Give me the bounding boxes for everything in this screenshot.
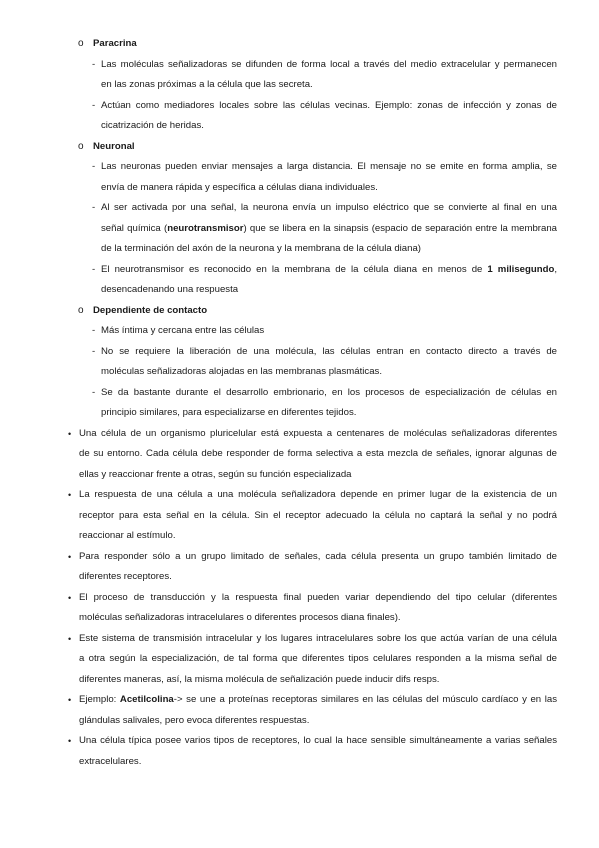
bold-term: Acetilcolina — [119, 694, 174, 705]
sub-item-line: principio similares, para especializarse en diferentes tejidos. — [101, 407, 357, 418]
bullet-line: glándulas salivales, pero evoca diferentes respuestas. — [79, 714, 310, 726]
sub-item-line: desencadenando una respuesta — [101, 284, 239, 295]
bullet-line: Una célula de un organismo pluricelular está expuesta a centenares de moléculas señalizadoras diferentes — [79, 427, 557, 439]
bullet-dot-icon: • — [68, 633, 72, 644]
dash-bullet-icon: - — [92, 386, 96, 398]
bullet-line: Ejemplo: Acetilcolina-> se une a proteínas receptoras similares en las células del músculo cardíaco y en las — [79, 694, 557, 705]
sub-item-line: moléculas señalizadoras alojadas en las membranas plasmáticas. — [101, 366, 383, 377]
sub-item-line: Las neuronas pueden enviar mensajes a larga distancia. El mensaje no se emite en forma amplia, se — [101, 161, 557, 172]
bold-term: neurotransmisor — [167, 222, 244, 234]
bullet-line: a otra según la especialización, de tal forma que diferentes tipos celulares responden a la misma señal de — [79, 653, 557, 664]
bullet-line: El proceso de transducción y la respuesta final pueden variar dependiendo del tipo celular (diferentes — [79, 591, 557, 603]
bullet-dot-icon: • — [68, 428, 72, 439]
sub-item-line: El neurotransmisor es reconocido en la membrana de la célula diana en menos de 1 milisegundo, — [101, 263, 557, 275]
bullet-line: reaccionar al estímulo. — [79, 530, 176, 541]
sub-item-line: No se requiere la liberación de una molécula, las células entran en contacto directo a través de — [101, 345, 557, 357]
dash-bullet-icon: - — [92, 263, 96, 275]
circle-bullet-icon: o — [78, 140, 84, 152]
section-heading: Neuronal — [93, 140, 135, 152]
sub-item-line: señal química (neurotransmisor) que se libera en la sinapsis (espacio de separación entre la membrana — [101, 222, 557, 234]
dash-bullet-icon: - — [92, 202, 96, 213]
bullet-line: Una célula típica posee varios tipos de receptores, lo cual la hace sensible simultáneamente a varias señales — [79, 735, 557, 746]
bullet-line: extracelulares. — [79, 755, 142, 767]
dash-bullet-icon: - — [92, 99, 96, 111]
bullet-dot-icon: • — [68, 695, 72, 705]
sub-item-line: Se da bastante durante el desarrollo embrionario, en los procesos de especialización de células en — [101, 386, 557, 398]
bullet-line: receptor para esta señal en la célula. Sin el receptor adecuado la célula no captará la señal y no podrá — [79, 509, 557, 521]
bullet-dot-icon: • — [68, 490, 72, 500]
circle-bullet-icon: o — [78, 38, 84, 49]
bullet-line: ellas y reaccionar frente a otras, según su función especializada — [79, 468, 352, 480]
bold-term: 1 milisegundo — [487, 263, 555, 275]
bullet-dot-icon: • — [68, 736, 72, 746]
bullet-line: diferentes receptores. — [79, 571, 172, 582]
sub-item-line: Las moléculas señalizadoras se difunden de forma local a través del medio extracelular y permanecen — [101, 58, 557, 70]
dash-bullet-icon: - — [92, 345, 96, 357]
bullet-dot-icon: • — [68, 592, 72, 603]
bullet-line: Para responder sólo a un grupo limitado de señales, cada célula presenta un grupo también limitado de — [79, 550, 557, 562]
dash-bullet-icon: - — [92, 325, 96, 336]
sub-item-line: en las zonas próximas a la célula que las secreta. — [101, 79, 313, 90]
sub-item-line: Al ser activada por una señal, la neurona envía un impulso eléctrico que se convierte al final en una — [101, 202, 557, 213]
dash-bullet-icon: - — [92, 161, 96, 172]
sub-item-line: de la terminación del axón de la neurona y la membrana de la célula diana) — [101, 243, 421, 254]
bullet-line: Este sistema de transmisión intracelular y los lugares intracelulares sobre los que actúa varían de una célula — [79, 632, 557, 644]
sub-item-line: Más íntima y cercana entre las células — [101, 325, 265, 336]
circle-bullet-icon: o — [78, 304, 84, 316]
dash-bullet-icon: - — [92, 58, 96, 70]
sub-item-line: Actúan como mediadores locales sobre las células vecinas. Ejemplo: zonas de infección y zonas de — [101, 99, 557, 111]
section-heading: Dependiente de contacto — [93, 304, 208, 316]
bullet-dot-icon: • — [68, 551, 72, 562]
section-heading: Paracrina — [93, 38, 137, 49]
sub-item-line: envía de manera rápida y específica a células diana individuales. — [101, 181, 378, 193]
sub-item-line: cicatrización de heridas. — [101, 120, 204, 131]
bullet-line: La respuesta de una célula a una molécula señalizadora depende en primer lugar de la existencia de un — [79, 489, 557, 500]
bullet-line: diferentes maneras, así, la misma molécula de señalización puede inducir difs resps. — [79, 673, 440, 685]
bullet-line: moléculas señalizadoras intracelulares o diferentes procesos diana finales). — [79, 612, 401, 623]
bullet-line: de su entorno. Cada célula debe responder de forma selectiva a esta mezcla de señales, ignorar algunas de — [79, 448, 557, 459]
